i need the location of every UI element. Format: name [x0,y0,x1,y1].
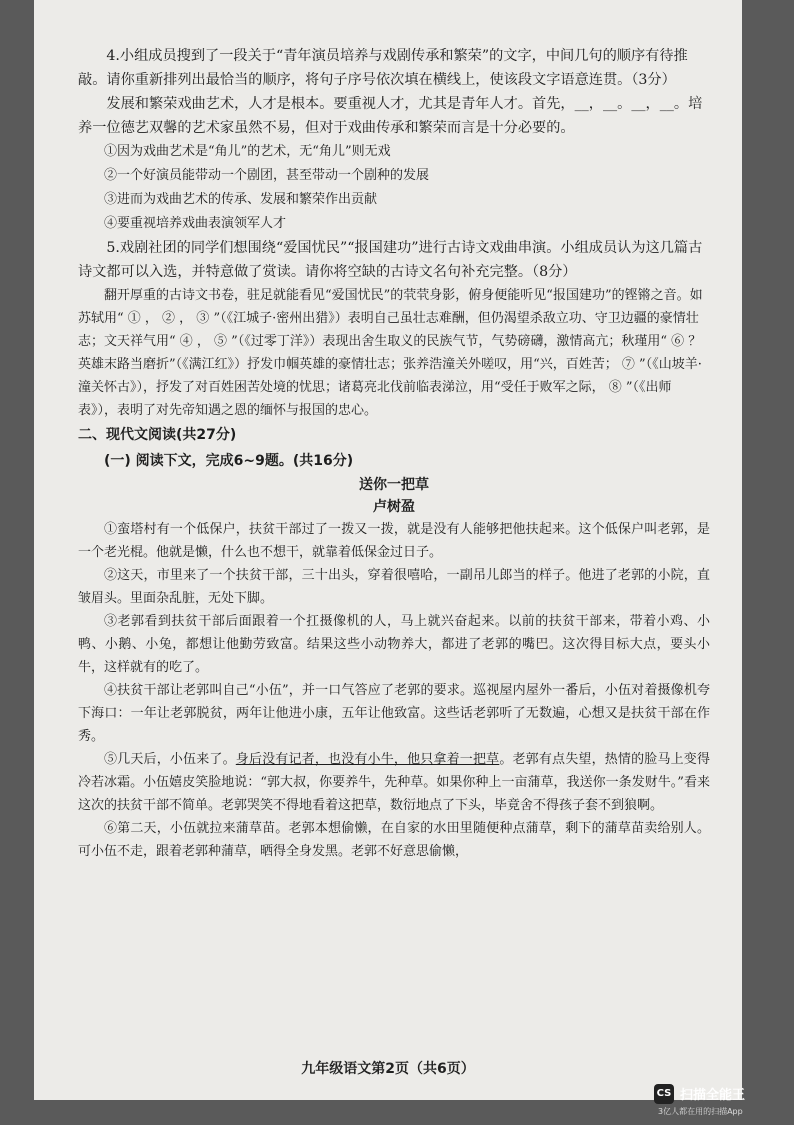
article-paragraph-1: ①蛮塔村有一个低保户，扶贫干部过了一拨又一拨，就是没有人能够把他扶起来。这个低保户叫老郭，是一个老光棍。他就是懒，什么也不想干，就靠着低保金过日子。 [78,522,710,560]
article-paragraph-4: ④扶贫干部让老郭叫自己“小伍”，并一口气答应了老郭的要求。巡视屋内屋外一番后，小伍对着摄像机夸下海口：一年让老郭脱贫，两年让他进小康，五年让他致富。这些话老郭听了无数遍，心想又是扶贫干部在作秀。 [78,683,710,744]
p5-rest: 。老郭有点失望，热情的脸马上变得冷若冰霜。小伍嬉皮笑脸地说：“郭大叔，你要养牛，先种草。如果你种上一亩蒲草，我送你一条发财牛。”看来这次的扶贫干部不简单。老郭哭笑不得地看着这把草，数衍地点了下头，毕竟舍不得孩子套不到狼啊。 [78,752,710,813]
scanner-logo-icon: CS [654,1084,674,1104]
article-author: 卢树盈 [373,499,415,515]
q4-option-2: ②一个好演员能带动一个剧团，甚至带动一个剧种的发展 [104,168,430,183]
q4-option-4: ④要重视培养戏曲表演领军人才 [104,216,287,231]
q5-stem: 5.戏剧社团的同学们想围绕“爱国忧民”“报国建功”进行古诗文戏曲串演。小组成员认为这几篇古诗文都可以入选，并特意做了赏读。请你将空缺的古诗文名句补充完整。（8分） [78,240,703,280]
q4-option-3: ③进而为戏曲艺术的传承、发展和繁荣作出贡献 [104,192,378,207]
article-title: 送你一把草 [359,477,429,493]
article-paragraph-5 [78,748,710,817]
section2-subheading: (一) 阅读下文，完成6~9题。(共16分) [104,453,354,469]
scanner-tagline: 3亿人都在用的扫描App [658,1107,743,1116]
section2-heading: 二、现代文阅读(共27分) [78,427,237,443]
article-paragraph-6: ⑥第二天，小伍就拉来蒲草苗。老郭本想偷懒，在自家的水田里随便种点蒲草，剩下的蒲草苗卖给别人。可小伍不走，跟着老郭种蒲草，晒得全身发黑。老郭不好意思偷懒， [78,821,710,859]
q4-stem: 4.小组成员搜到了一段关于“青年演员培养与戏剧传承和繁荣”的文字，中间几句的顺序有待推敲。请你重新排列出最恰当的顺序，将句子序号依次填在横线上，使该段文字语意连贯。（3分） [78,48,688,88]
scanner-name: 扫描全能王 [680,1088,746,1103]
q4-text: 发展和繁荣戏曲艺术，人才是根本。要重视人才，尤其是青年人才。首先，__，__。__，__。培养一位德艺双馨的艺术家虽然不易，但对于戏曲传承和繁荣而言是十分必要的。 [78,96,703,136]
p5-lead: ⑤几天后，小伍来了。 [104,752,236,767]
article-paragraph-3: ③老郭看到扶贫干部后面跟着一个扛摄像机的人，马上就兴奋起来。以前的扶贫干部来，带着小鸡、小鸭、小鹅、小兔，都想让他勤劳致富。结果这些小动物养大，都进了老郭的嘴巴。这次得目标大点，要头小牛，这样就有的吃了。 [78,614,710,675]
article-paragraph-2: ②这天，市里来了一个扶贫干部，三十出头，穿着很嘻哈，一副吊儿郎当的样子。他进了老郭的小院，直皱眉头。里面杂乱脏，无处下脚。 [78,568,710,606]
q5-text: 翻开厚重的古诗文书卷，驻足就能看见“爱国忧民”的茕茕身影，俯身便能听见“报国建功”的铿锵之音。如苏轼用“ ① ， ② ， ③ ”（《江城子·密州出猎》）表明自己虽壮志难酬，但仍渴望杀敌立功、守卫边疆的豪情壮志；文天祥气用“ ④ ， ⑤ ”（《过零丁洋》）表现出舍生取义的民族气节，气势磅礴，激情高亢；秋瑾用“ ⑥ ？英雄末路当磨折”（《满江红》）抒发巾帼英雄的豪情壮志；张养浩潼关外嗟叹，用“兴，百姓苦； ⑦ ”（《山坡羊·潼关怀古》），抒发了对百姓困苦处境的忧思；诸葛亮北伐前临表涕泣，用“受任于败军之际， ⑧ ”（《出师表》），表明了对先帝知遇之恩的缅怀与报国的忠心。 [78,288,703,418]
q4-option-1: ①因为戏曲艺术是“角儿”的艺术，无“角儿”则无戏 [104,144,391,159]
p5-underlined: 身后没有记者，也没有小牛，他只拿着一把草 [235,752,500,767]
exam-page [34,0,742,1100]
scanner-watermark [654,1080,784,1120]
page-footer: 九年级语文第2页（共6页） [301,1061,475,1077]
page-content [78,44,710,863]
